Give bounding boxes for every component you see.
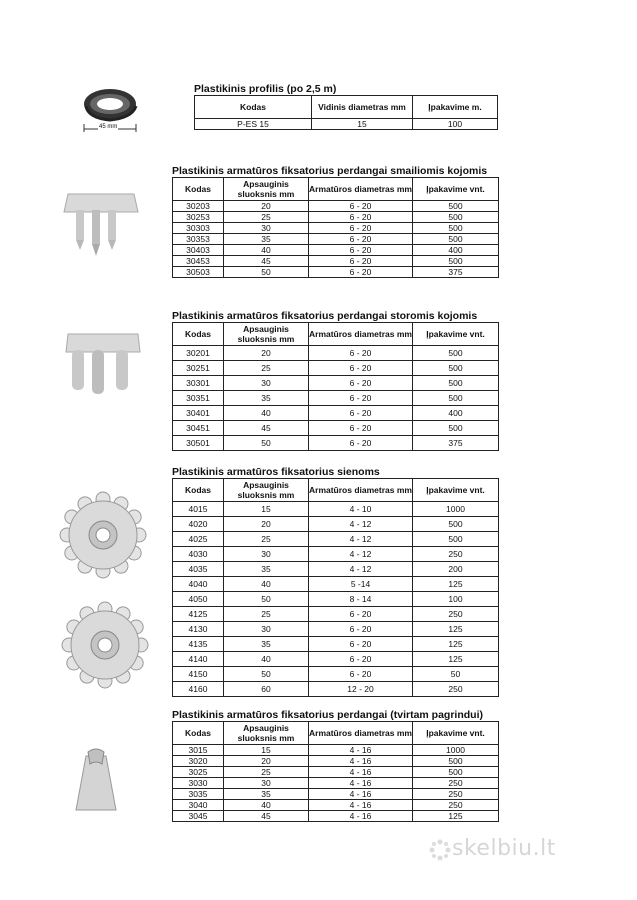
table-cell: 30 <box>224 778 309 789</box>
table-cell: 6 - 20 <box>309 421 413 436</box>
table-cell: 6 - 20 <box>309 406 413 421</box>
table-cell: 4 - 12 <box>309 532 413 547</box>
watermark-text: skelbiu.lt <box>452 836 556 861</box>
table-cell: 4025 <box>173 532 224 547</box>
column-header: Armatūros diametras mm <box>309 479 413 502</box>
table-row <box>173 267 499 278</box>
table-cell: 30 <box>224 547 309 562</box>
table-row <box>173 223 499 234</box>
profile-header-code: Kodas <box>195 96 312 119</box>
table-cell: 125 <box>413 811 499 822</box>
table-row <box>173 789 499 800</box>
table-cell: 4 - 12 <box>309 547 413 562</box>
profile-coil-image <box>76 82 148 136</box>
table-row <box>173 346 499 361</box>
table-row <box>173 391 499 406</box>
profile-header-package: Įpakavime m. <box>413 96 498 119</box>
table-cell: 30 <box>224 622 309 637</box>
table-cell: 40 <box>224 800 309 811</box>
table-cell: 125 <box>413 577 499 592</box>
spec-table <box>172 322 499 451</box>
section-title: Plastikinis armatūros fiksatorius perdangai smailiomis kojomis <box>172 165 488 177</box>
table-row <box>173 637 499 652</box>
table-cell: 3020 <box>173 756 224 767</box>
table-cell: 6 - 20 <box>309 267 413 278</box>
table-cell: 125 <box>413 652 499 667</box>
profile-dimension-label: 45 mm <box>99 124 118 130</box>
table-cell: 4 - 10 <box>309 502 413 517</box>
table-cell: 6 - 20 <box>309 667 413 682</box>
table-cell: 250 <box>413 800 499 811</box>
table-cell: 250 <box>413 547 499 562</box>
table-cell: 500 <box>413 346 499 361</box>
table-cell: 4020 <box>173 517 224 532</box>
table-row <box>173 811 499 822</box>
table-cell: 20 <box>224 201 309 212</box>
table-row <box>173 592 499 607</box>
table-cell: 15 <box>224 502 309 517</box>
table-cell: 4 - 16 <box>309 778 413 789</box>
product-section-2 <box>172 310 494 451</box>
section-title: Plastikinis armatūros fiksatorius perdangai storomis kojomis <box>172 310 478 322</box>
table-cell: 30401 <box>173 406 224 421</box>
table-cell: 25 <box>224 361 309 376</box>
product-section-4 <box>172 709 494 822</box>
table-cell: 6 - 20 <box>309 212 413 223</box>
table-cell: 3040 <box>173 800 224 811</box>
table-cell: 250 <box>413 778 499 789</box>
table-cell: 4160 <box>173 682 224 697</box>
table-cell: 6 - 20 <box>309 607 413 622</box>
table-cell: 35 <box>224 562 309 577</box>
table-cell: 30 <box>224 376 309 391</box>
spec-table <box>172 478 499 697</box>
table-cell: 30203 <box>173 201 224 212</box>
table-cell: 4 - 16 <box>309 811 413 822</box>
profile-header-diameter: Vidinis diametras mm <box>312 96 413 119</box>
table-row <box>173 234 499 245</box>
wheel-spacer-image-2 <box>60 600 150 690</box>
table-cell: 4140 <box>173 652 224 667</box>
column-header: Įpakavime vnt. <box>413 479 499 502</box>
table-cell: 200 <box>413 562 499 577</box>
column-header: Apsauginis sluoksnis mm <box>224 479 309 502</box>
column-header: Armatūros diametras mm <box>309 722 413 745</box>
table-cell: 4 - 12 <box>309 562 413 577</box>
table-cell: 4150 <box>173 667 224 682</box>
base-chair-image <box>70 748 122 816</box>
watermark-logo-icon <box>428 838 452 867</box>
table-cell: 50 <box>413 667 499 682</box>
table-cell: 1000 <box>413 745 499 756</box>
table-cell: 500 <box>413 391 499 406</box>
table-cell: 40 <box>224 577 309 592</box>
product-section-3 <box>172 466 494 697</box>
table-row <box>173 778 499 789</box>
column-header: Apsauginis sluoksnis mm <box>224 323 309 346</box>
profile-title: Plastikinis profilis (po 2,5 m) <box>194 83 337 95</box>
table-cell: 45 <box>224 811 309 822</box>
table-cell: 500 <box>413 767 499 778</box>
table-row <box>173 502 499 517</box>
table-cell: 20 <box>224 346 309 361</box>
table-cell: 1000 <box>413 502 499 517</box>
table-cell: 40 <box>224 245 309 256</box>
table-cell: 6 - 20 <box>309 256 413 267</box>
table-cell: 6 - 20 <box>309 436 413 451</box>
chair-thick-legs-image <box>64 322 142 396</box>
table-cell: 375 <box>413 436 499 451</box>
table-cell: 6 - 20 <box>309 234 413 245</box>
table-cell: 500 <box>413 532 499 547</box>
table-cell: 250 <box>413 789 499 800</box>
column-header: Įpakavime vnt. <box>413 323 499 346</box>
table-row <box>173 406 499 421</box>
table-cell: 4050 <box>173 592 224 607</box>
table-cell: 30453 <box>173 256 224 267</box>
table-cell: 40 <box>224 406 309 421</box>
column-header: Kodas <box>173 479 224 502</box>
table-row <box>173 436 499 451</box>
table-cell: 4 - 12 <box>309 517 413 532</box>
table-cell: 12 - 20 <box>309 682 413 697</box>
section-title: Plastikinis armatūros fiksatorius perdangai (tvirtam pagrindui) <box>172 709 483 721</box>
table-cell: 250 <box>413 682 499 697</box>
table-cell: 375 <box>413 267 499 278</box>
column-header: Įpakavime vnt. <box>413 178 499 201</box>
table-cell: 20 <box>224 517 309 532</box>
table-cell: 400 <box>413 245 499 256</box>
column-header: Kodas <box>173 178 224 201</box>
column-header: Armatūros diametras mm <box>309 178 413 201</box>
table-cell: 30451 <box>173 421 224 436</box>
table-cell: 125 <box>413 637 499 652</box>
table-cell: 5 -14 <box>309 577 413 592</box>
table-cell: 4 - 16 <box>309 800 413 811</box>
table-cell: 500 <box>413 361 499 376</box>
table-cell: 500 <box>413 212 499 223</box>
table-cell: 6 - 20 <box>309 391 413 406</box>
table-cell: 20 <box>224 756 309 767</box>
table-row <box>173 532 499 547</box>
table-cell: 500 <box>413 256 499 267</box>
table-cell: 30351 <box>173 391 224 406</box>
column-header: Armatūros diametras mm <box>309 323 413 346</box>
table-cell: 500 <box>413 421 499 436</box>
table-cell: 4130 <box>173 622 224 637</box>
table-cell: 45 <box>224 421 309 436</box>
table-row <box>173 517 499 532</box>
table-cell: 50 <box>224 267 309 278</box>
table-cell: 45 <box>224 256 309 267</box>
table-row <box>173 245 499 256</box>
table-row <box>173 562 499 577</box>
table-cell: 4 - 16 <box>309 756 413 767</box>
table-cell: 250 <box>413 607 499 622</box>
table-cell: 500 <box>413 376 499 391</box>
table-cell: 30 <box>224 223 309 234</box>
table-cell: 30253 <box>173 212 224 223</box>
table-cell: 4 - 16 <box>309 789 413 800</box>
table-cell: 3045 <box>173 811 224 822</box>
spec-table <box>172 721 499 822</box>
table-row <box>173 682 499 697</box>
table-cell: 500 <box>413 517 499 532</box>
table-cell: 30251 <box>173 361 224 376</box>
table-row <box>173 667 499 682</box>
table-cell: 35 <box>224 234 309 245</box>
table-row <box>173 201 499 212</box>
table-cell: 4040 <box>173 577 224 592</box>
table-row <box>173 607 499 622</box>
table-cell: 60 <box>224 682 309 697</box>
table-cell: 500 <box>413 223 499 234</box>
table-cell: 3035 <box>173 789 224 800</box>
table-cell: 35 <box>224 637 309 652</box>
spec-table <box>172 177 499 278</box>
table-cell: 100 <box>413 592 499 607</box>
table-cell: 6 - 20 <box>309 223 413 234</box>
table-cell: 500 <box>413 234 499 245</box>
table-cell: 4135 <box>173 637 224 652</box>
section-title: Plastikinis armatūros fiksatorius sienoms <box>172 466 380 478</box>
table-cell: 3030 <box>173 778 224 789</box>
table-cell: 50 <box>224 667 309 682</box>
profile-section <box>194 83 494 130</box>
chair-pointed-legs-image <box>62 180 140 258</box>
table-cell: 50 <box>224 436 309 451</box>
table-cell: 4125 <box>173 607 224 622</box>
wheel-spacer-image-1 <box>58 490 148 580</box>
table-cell: 400 <box>413 406 499 421</box>
column-header: Kodas <box>173 722 224 745</box>
product-section-1 <box>172 165 494 278</box>
table-cell: 4035 <box>173 562 224 577</box>
table-cell: 35 <box>224 391 309 406</box>
table-cell: 30503 <box>173 267 224 278</box>
table-row <box>173 256 499 267</box>
table-cell: 25 <box>224 532 309 547</box>
table-row <box>173 622 499 637</box>
column-header: Apsauginis sluoksnis mm <box>224 178 309 201</box>
table-cell: 30301 <box>173 376 224 391</box>
table-cell: 6 - 20 <box>309 361 413 376</box>
column-header: Kodas <box>173 323 224 346</box>
table-row <box>173 767 499 778</box>
table-row <box>173 361 499 376</box>
table-cell: 4015 <box>173 502 224 517</box>
table-cell: 25 <box>224 767 309 778</box>
column-header: Įpakavime vnt. <box>413 722 499 745</box>
table-cell: 100 <box>413 119 498 130</box>
table-cell: 125 <box>413 622 499 637</box>
table-cell: 4030 <box>173 547 224 562</box>
table-cell: 25 <box>224 607 309 622</box>
table-row <box>173 745 499 756</box>
table-cell: 35 <box>224 789 309 800</box>
table-row <box>173 547 499 562</box>
table-cell: 6 - 20 <box>309 201 413 212</box>
table-cell: 30201 <box>173 346 224 361</box>
table-cell: 30303 <box>173 223 224 234</box>
table-cell: P-ES 15 <box>195 119 312 130</box>
table-cell: 3025 <box>173 767 224 778</box>
table-cell: 15 <box>224 745 309 756</box>
table-cell: 30353 <box>173 234 224 245</box>
table-cell: 6 - 20 <box>309 637 413 652</box>
table-cell: 50 <box>224 592 309 607</box>
table-cell: 30403 <box>173 245 224 256</box>
table-row <box>173 756 499 767</box>
table-cell: 8 - 14 <box>309 592 413 607</box>
table-cell: 6 - 20 <box>309 622 413 637</box>
table-cell: 6 - 20 <box>309 245 413 256</box>
table-row <box>173 577 499 592</box>
table-row <box>173 800 499 811</box>
table-cell: 6 - 20 <box>309 652 413 667</box>
table-cell: 3015 <box>173 745 224 756</box>
table-cell: 6 - 20 <box>309 376 413 391</box>
table-cell: 500 <box>413 756 499 767</box>
table-cell: 25 <box>224 212 309 223</box>
table-cell: 500 <box>413 201 499 212</box>
column-header: Apsauginis sluoksnis mm <box>224 722 309 745</box>
table-row <box>173 376 499 391</box>
table-cell: 30501 <box>173 436 224 451</box>
table-cell: 6 - 20 <box>309 346 413 361</box>
table-row <box>173 652 499 667</box>
table-cell: 15 <box>312 119 413 130</box>
table-cell: 40 <box>224 652 309 667</box>
profile-table <box>194 95 498 130</box>
table-row <box>173 212 499 223</box>
table-row <box>173 421 499 436</box>
table-cell: 4 - 16 <box>309 745 413 756</box>
table-cell: 4 - 16 <box>309 767 413 778</box>
